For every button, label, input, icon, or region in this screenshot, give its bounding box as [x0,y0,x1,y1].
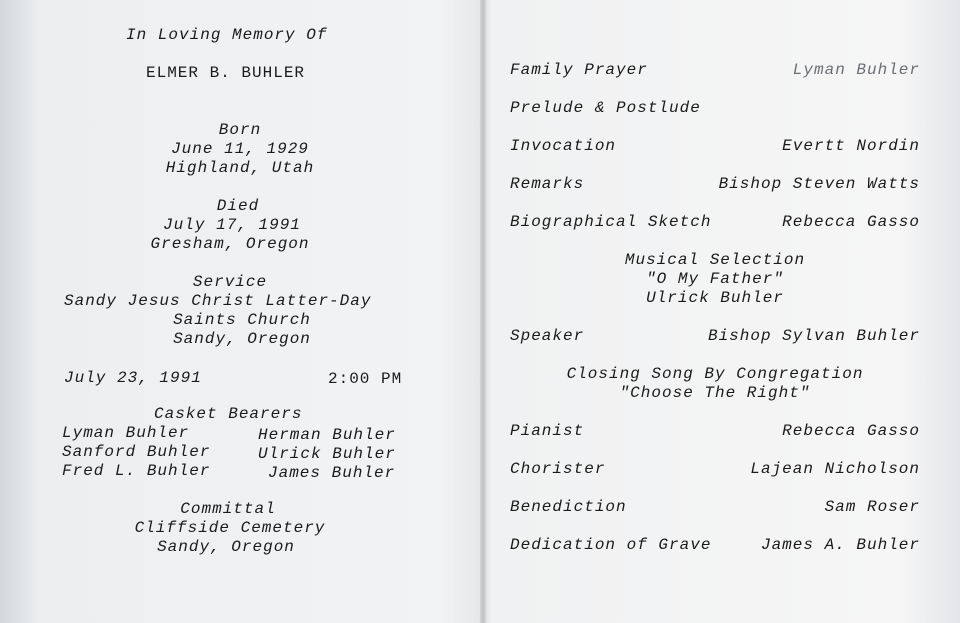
closing-song-title: "Choose The Right" [619,384,811,402]
program-row-benediction [510,498,920,517]
service-church-line2: Saints Church [173,311,311,329]
program-row-chorister [510,460,920,479]
service-church-line1: Sandy Jesus Christ Latter-Day [64,292,372,310]
program-person: Bishop Sylvan Buhler [707,327,920,345]
program-item: Dedication of Grave [510,536,712,554]
program-person: Lyman Buhler [792,61,920,79]
program-item: Prelude & Postlude [510,99,701,117]
program-person: Evertt Nordin [782,137,920,155]
program-row-dedication [510,536,920,555]
memory-heading: In Loving Memory Of [126,26,328,44]
program-person: Bishop Steven Watts [718,175,920,193]
program-person: Rebecca Gasso [782,213,920,231]
committal-label: Committal [180,500,276,518]
page-fold [480,0,486,623]
died-label: Died [216,197,260,215]
service-time: 2:00 PM [328,370,403,388]
program-row-family-prayer [510,61,920,80]
casket-bearers-label: Casket Bearers [154,405,303,423]
musical-selection-title: "O My Father" [646,270,784,288]
bearer-name: Lyman Buhler [62,424,190,442]
bearer-name: Fred L. Buhler [62,462,211,480]
musical-selection-performer: Ulrick Buhler [646,289,784,307]
program-person: Lajean Nicholson [750,460,920,478]
died-date: July 17, 1991 [163,216,301,234]
service-label: Service [192,273,268,291]
born-label: Born [218,121,262,139]
program-row-remarks [510,175,920,194]
committal-cemetery: Cliffside Cemetery [134,519,326,537]
program-row-speaker [510,327,920,346]
musical-selection-label: Musical Selection [624,251,806,269]
bearer-name: Ulrick Buhler [258,445,396,463]
bearer-name: Herman Buhler [258,426,396,444]
program-row-bio [510,213,920,232]
born-date: June 11, 1929 [171,140,309,158]
program-person: Rebecca Gasso [782,422,920,440]
service-date: July 23, 1991 [64,369,202,387]
program-row-prelude [510,99,920,118]
bearer-name: Sanford Buhler [62,443,211,461]
program-person: Sam Roser [824,498,920,516]
service-city: Sandy, Oregon [173,330,311,348]
program-row-pianist [510,422,920,441]
program-item: Benediction [510,498,627,516]
program-item: Chorister [510,460,606,478]
right-page [488,0,960,623]
born-place: Highland, Utah [165,159,315,177]
program-item: Biographical Sketch [510,213,712,231]
program-item: Speaker [510,327,585,345]
bearer-name: James Buhler [268,464,396,482]
program-item: Family Prayer [510,61,648,79]
closing-song-label: Closing Song By Congregation [566,365,864,383]
program-item: Remarks [510,175,585,193]
program-item: Invocation [510,137,617,155]
program-item: Pianist [510,422,585,440]
program-row-invocation [510,137,920,156]
died-place: Gresham, Oregon [150,235,310,253]
committal-city: Sandy, Oregon [157,538,295,556]
program-person: James A. Buhler [760,536,920,554]
deceased-name: ELMER B. BUHLER [146,64,306,82]
